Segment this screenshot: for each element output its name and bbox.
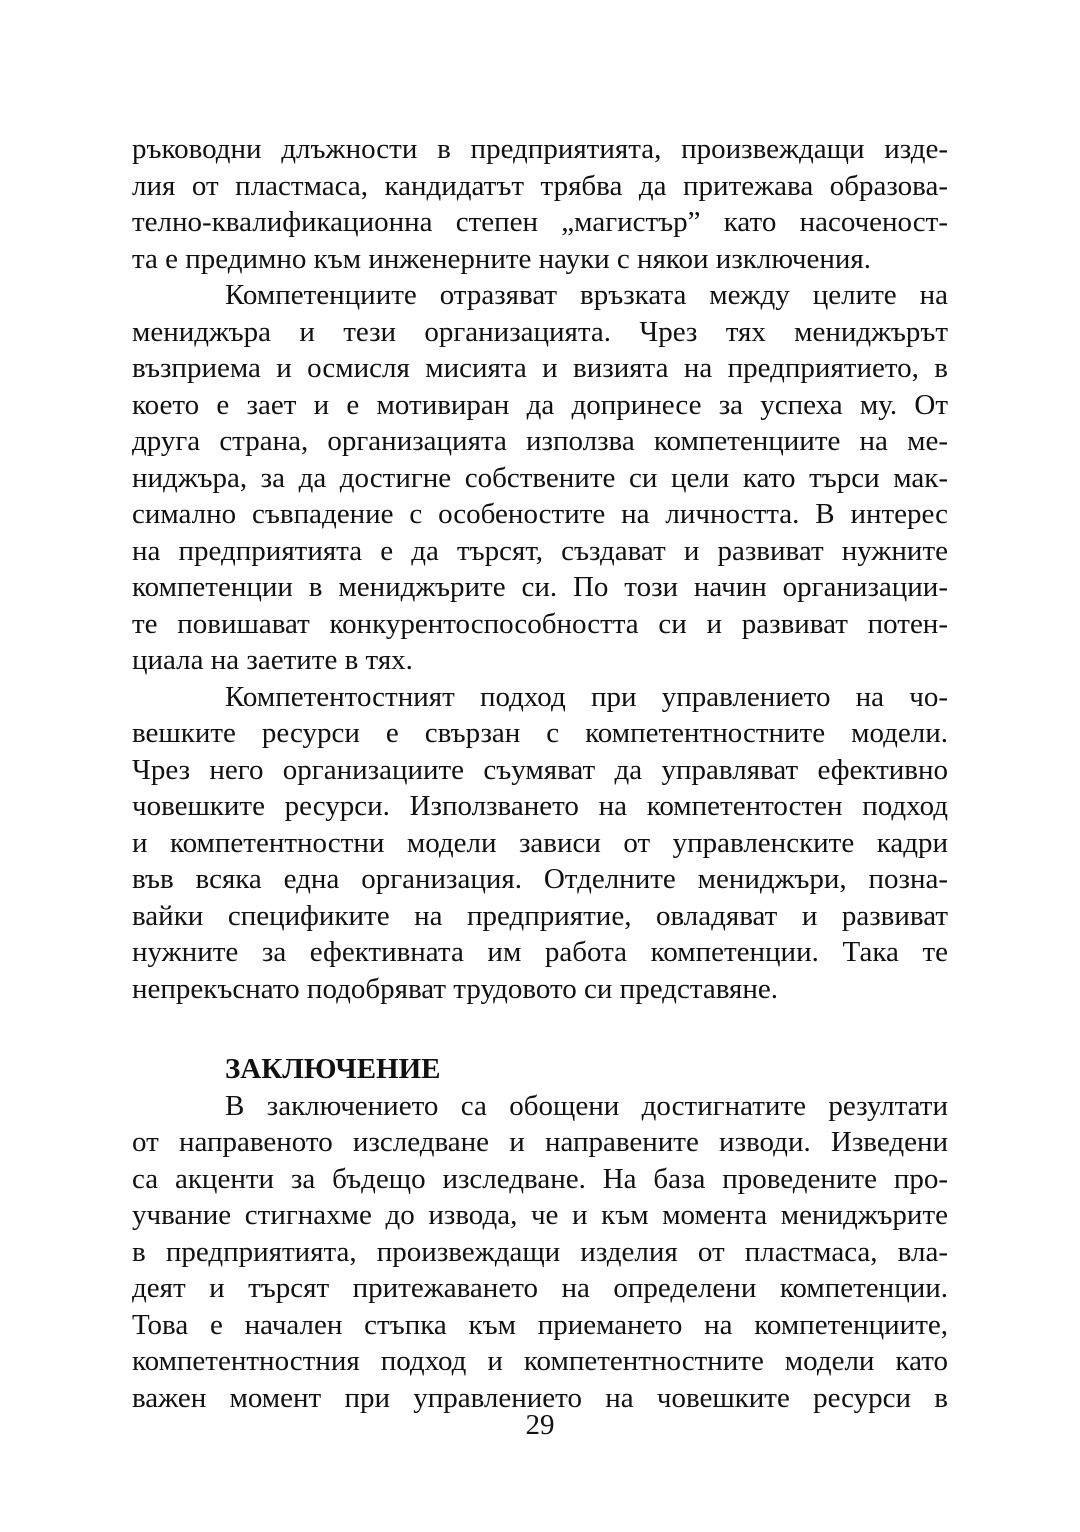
text-line: Компетенциите отразяват връзката между целите на (225, 279, 948, 311)
text-line: важен момент при управлението на човешките ресурси в (132, 1381, 948, 1414)
text-line: ниджъра, за да достигне собствените си цели като търси мак- (132, 461, 948, 494)
text-line: Чрез него организациите съумяват да управляват ефективно (132, 753, 948, 786)
text-line: компетенции в мениджърите си. По този начин организации- (132, 571, 948, 603)
text-line: което е зает и е мотивиран да допринесе за успеха му. От (132, 388, 948, 421)
text-line: мениджъра и тези организацията. Чрез тях мениджърът (132, 315, 948, 348)
text-line: та е предимно към инженерните науки с някои изключения. (132, 242, 871, 275)
text-line: телно-квалификационна степен „магистър” като насоченост- (132, 206, 948, 238)
text-line: В заключението са обощени достигнатите резултати (225, 1089, 948, 1122)
text-line: лия от пластмаса, кандидатът трябва да притежава образова- (132, 169, 948, 202)
text-line: те повишават конкурентоспособността си и развиват потен- (132, 607, 948, 640)
text-line: вайки спецификите на предприятие, овладяват и развиват (132, 899, 948, 932)
text-line: са акценти за бъдещо изследване. На база проведените про- (132, 1162, 948, 1195)
text-line: Компетентостният подход при управлението на чо- (225, 680, 948, 713)
page-number: 29 (525, 1409, 555, 1441)
text-line: компетентностния подход и компетентностните модели като (132, 1345, 948, 1377)
text-line: във всяка една организация. Отделните мениджъри, позна- (132, 863, 948, 895)
text-line: на предприятията е да търсят, създават и развиват нужните (132, 534, 948, 567)
text-line: човешките ресурси. Използването на компетентостен подход (132, 790, 948, 822)
conclusion-section (132, 1051, 948, 1416)
text-line: в предприятията, произвеждащи изделия от пластмаса, вла- (132, 1235, 948, 1268)
section-spacer (132, 1007, 948, 1051)
text-line: от направеното изследване и направените изводи. Изведени (132, 1126, 948, 1158)
text-line: деят и търсят притежаването на определени компетенции. (132, 1272, 948, 1304)
section-heading: ЗАКЛЮЧЕНИЕ (225, 1053, 441, 1085)
paragraph (132, 277, 948, 679)
text-line: нужните за ефективната им работа компетенции. Така те (132, 936, 948, 968)
text-line: Това е начален стъпка към приемането на компетенциите, (132, 1308, 948, 1341)
paragraph (132, 131, 948, 277)
paragraph (132, 679, 948, 1008)
text-line: вешките ресурси е свързан с компетентностните модели. (132, 717, 948, 749)
text-line: ръководни длъжности в предприятията, произвеждащи изде- (132, 133, 948, 165)
text-line: непрекъснато подобряват трудовото си представяне. (132, 972, 779, 1005)
text-line: циала на заетите в тях. (132, 644, 413, 676)
text-line: симално съвпадение с особеностите на личността. В интерес (132, 498, 948, 530)
text-line: учвание стигнахме до извода, че и към момента мениджърите (132, 1199, 948, 1231)
body-text (132, 131, 948, 1416)
text-line: и компетентностни модели зависи от управленските кадри (132, 826, 948, 859)
text-line: възприема и осмисля мисията и визията на предприятието, в (132, 352, 948, 384)
text-line: друга страна, организацията използва компетенциите на ме- (132, 425, 948, 457)
